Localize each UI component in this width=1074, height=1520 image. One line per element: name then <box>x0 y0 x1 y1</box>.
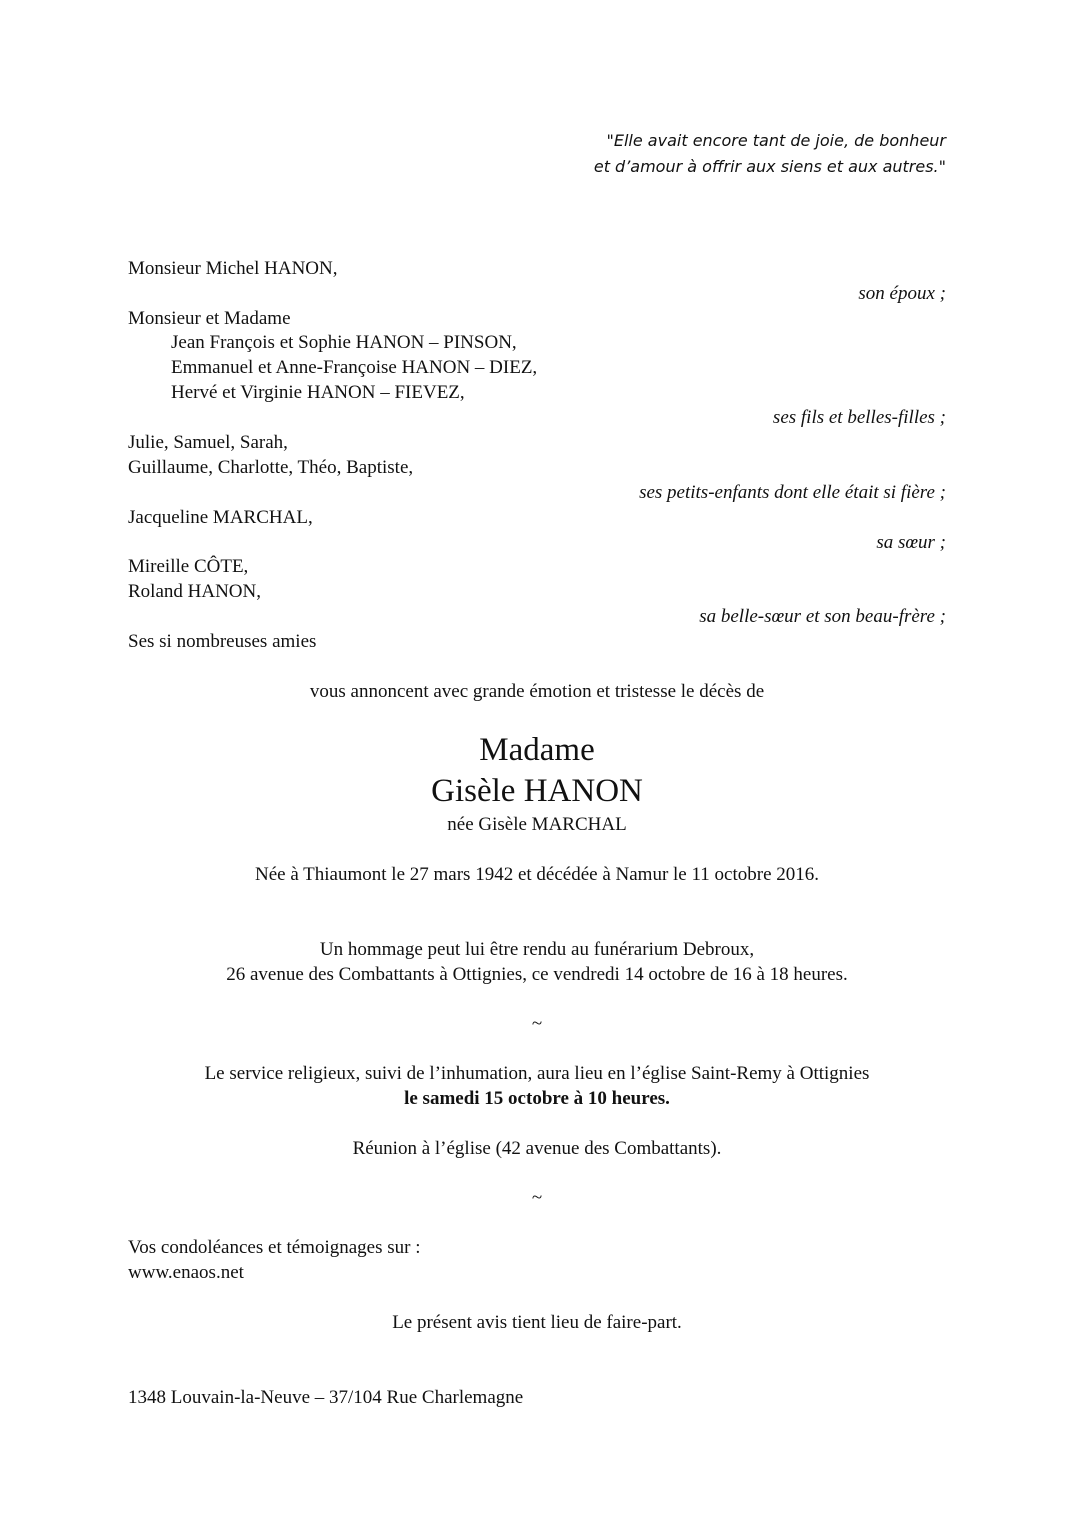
quote-line-1: "Elle avait encore tant de joie, de bonheur <box>606 131 946 150</box>
grandchildren-line-1: Julie, Samuel, Sarah, <box>128 432 288 453</box>
deceased-dates: Née à Thiaumont le 27 mars 1942 et décédée à Namur le 11 octobre 2016. <box>255 864 819 885</box>
sons-role: ses fils et belles-filles ; <box>772 407 946 428</box>
sons-intro: Monsieur et Madame <box>128 308 291 329</box>
son-couple-2: Emmanuel et Anne-Françoise HANON – DIEZ, <box>171 357 538 378</box>
condolences-website: www.enaos.net <box>128 1262 244 1283</box>
in-laws-role: sa belle-sœur et son beau-frère ; <box>699 606 946 627</box>
grandchildren-role: ses petits-enfants dont elle était si fière ; <box>639 482 946 503</box>
quote-line-2: et d’amour à offrir aux siens et aux autres." <box>593 157 946 176</box>
tribute-line-1: Un hommage peut lui être rendu au funérarium Debroux, <box>319 939 755 960</box>
tribute-line-2: 26 avenue des Combattants à Ottignies, ce vendredi 14 octobre de 16 à 18 heures. <box>226 964 848 985</box>
service-meeting: Réunion à l’église (42 avenue des Combattants). <box>352 1138 722 1159</box>
husband-role: son époux ; <box>858 283 946 304</box>
deceased-title: Madame <box>479 732 595 768</box>
address-line: 1348 Louvain-la-Neuve – 37/104 Rue Charlemagne <box>128 1387 524 1408</box>
sister-name: Jacqueline MARCHAL, <box>128 507 313 528</box>
son-couple-3: Hervé et Virginie HANON – FIEVEZ, <box>171 382 465 403</box>
separator-tilde-2: ~ <box>531 1187 543 1208</box>
in-law-2: Roland HANON, <box>128 581 261 602</box>
separator-tilde-1: ~ <box>531 1013 543 1034</box>
in-law-1: Mireille CÔTE, <box>128 556 249 577</box>
sister-role: sa sœur ; <box>876 532 946 553</box>
husband-name: Monsieur Michel HANON, <box>128 258 338 279</box>
son-couple-1: Jean François et Sophie HANON – PINSON, <box>171 332 517 353</box>
friends-line: Ses si nombreuses amies <box>128 631 317 652</box>
notice-text: Le présent avis tient lieu de faire-part. <box>392 1312 682 1333</box>
service-line-1: Le service religieux, suivi de l’inhumation, aura lieu en l’église Saint-Remy à Ottignies <box>204 1063 870 1084</box>
grandchildren-line-2: Guillaume, Charlotte, Théo, Baptiste, <box>128 457 414 478</box>
service-date: le samedi 15 octobre à 10 heures. <box>404 1088 670 1109</box>
announcement-text: vous annoncent avec grande émotion et tristesse le décès de <box>309 681 765 702</box>
deceased-name: Gisèle HANON <box>431 773 643 809</box>
condolences-line: Vos condoléances et témoignages sur : <box>128 1237 421 1258</box>
deceased-maiden-name: née Gisèle MARCHAL <box>447 814 627 835</box>
